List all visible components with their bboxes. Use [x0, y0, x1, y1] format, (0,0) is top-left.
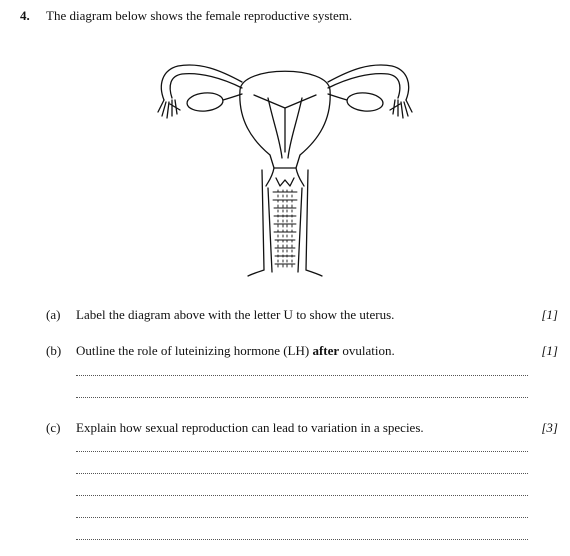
part-b-letter: (b): [46, 343, 62, 358]
part-b-text-before: Outline the role of luteinizing hormone (LH): [76, 343, 313, 358]
question-intro: The diagram below shows the female reproductive system.: [46, 8, 353, 23]
cervix: [266, 168, 304, 186]
answer-line-c5[interactable]: [76, 539, 528, 540]
part-c-marks: [3]: [541, 420, 558, 435]
part-c-text: Explain how sexual reproduction can lead to variation in a species.: [76, 420, 424, 435]
right-ovary: [346, 91, 383, 112]
right-fallopian-tube: [328, 65, 409, 100]
left-fallopian-tube: [161, 65, 242, 100]
part-a: [46, 307, 394, 323]
vaginal-canal: [268, 188, 302, 272]
part-a-marks: [1]: [541, 307, 558, 322]
left-fimbriae: [158, 100, 180, 118]
vagina-outline: [248, 170, 322, 276]
answer-line-c1[interactable]: [76, 451, 528, 452]
answer-line-b2[interactable]: [76, 397, 528, 398]
left-ovary: [186, 91, 223, 112]
left-ovarian-ligament: [223, 94, 242, 100]
part-a-letter: (a): [46, 307, 61, 322]
part-b: [46, 343, 395, 359]
answer-line-c2[interactable]: [76, 473, 528, 474]
answer-line-c3[interactable]: [76, 495, 528, 496]
question-number: 4.: [20, 8, 30, 23]
part-c: [46, 420, 424, 436]
part-c-letter: (c): [46, 420, 61, 435]
answer-line-b1[interactable]: [76, 375, 528, 376]
part-b-marks: [1]: [541, 343, 558, 358]
answer-line-c4[interactable]: [76, 517, 528, 518]
part-b-text-bold: after: [312, 343, 340, 358]
reproductive-system-diagram: [150, 40, 420, 280]
vaginal-rugae: [273, 190, 297, 268]
right-fimbriae: [390, 100, 412, 118]
right-ovarian-ligament: [328, 94, 347, 100]
part-b-text-after: ovulation.: [339, 343, 395, 358]
part-a-text: Label the diagram above with the letter U to show the uterus.: [76, 307, 395, 322]
